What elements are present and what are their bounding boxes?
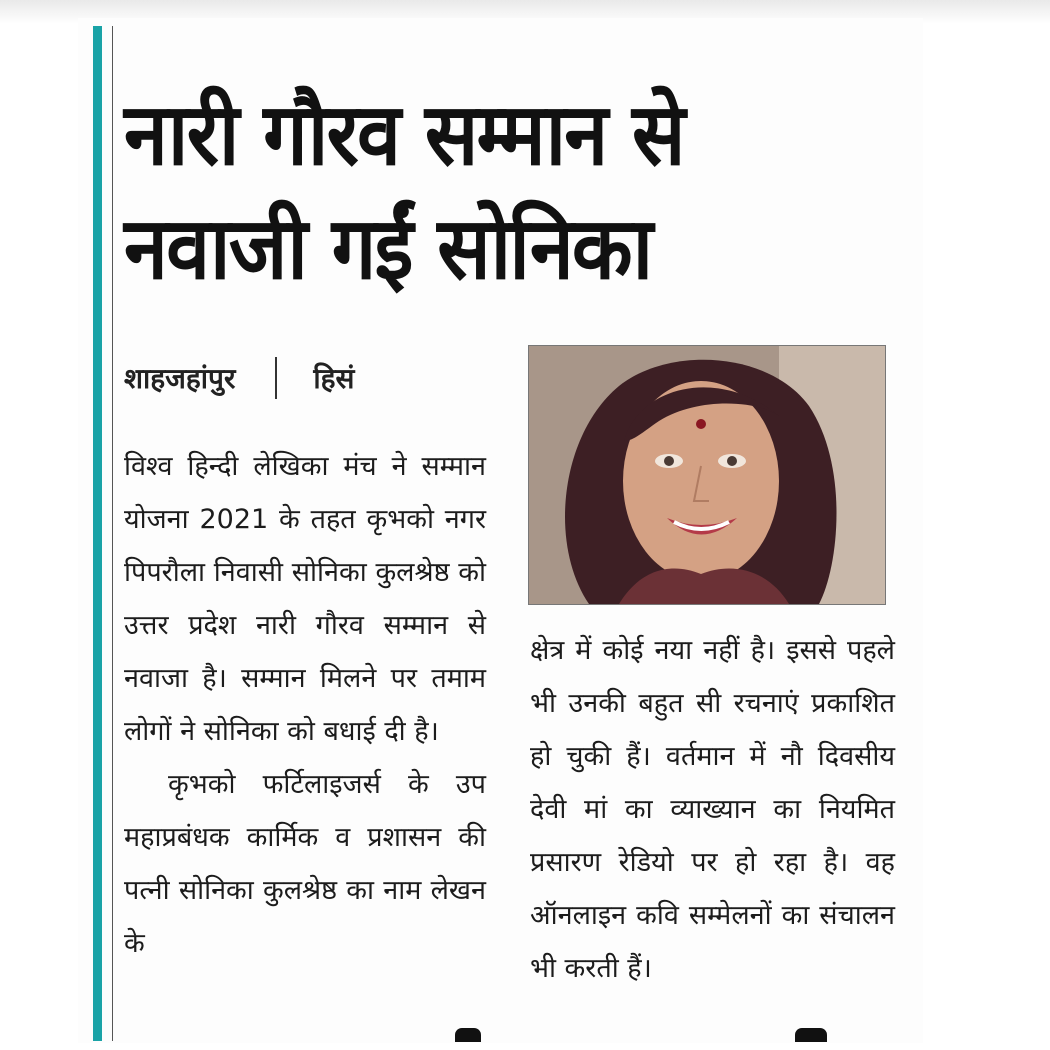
dateline (124, 356, 354, 400)
article-column-right (530, 624, 895, 995)
accent-bar (93, 26, 102, 1041)
cropped-text-fragment (795, 1028, 827, 1042)
dateline-separator (275, 357, 277, 399)
article-column-left (124, 440, 486, 970)
cropped-text-fragment (455, 1028, 481, 1042)
article-paragraph-2-continued: क्षेत्र में कोई नया नहीं है। इससे पहले भी उनकी बहुत सी रचनाएं प्रकाशित हो चुकी हैं। वर्तमान में नौ दिवसीय देवी मां का व्याख्यान का नियमित प्रसारण रेडियो पर हो रहा है। वह ऑनलाइन कवि सम्मेलनों का संचालन भी करती हैं। (530, 635, 895, 984)
portrait-image (529, 346, 885, 604)
headline-line-1: नारी गौरव सम्मान से (124, 85, 684, 185)
article-paragraph-2-start: कृभको फर्टिलाइजर्स के उप महाप्रबंधक कार्मिक व प्रशासन की पत्नी सोनिका कुलश्रेष्ठ का नाम लेखन के (124, 769, 486, 959)
portrait-photo (528, 345, 886, 605)
dateline-agency: हिसं (313, 362, 355, 395)
article-paragraph-1: विश्व हिन्दी लेखिका मंच ने सम्मान योजना 2021 के तहत कृभको नगर पिपरौला निवासी सोनिका कुलश्रेष्ठ को उत्तर प्रदेश नारी गौरव सम्मान से नवाजा है। सम्मान मिलने पर तमाम लोगों ने सोनिका को बधाई दी है। (124, 451, 486, 747)
headline-line-2: नवाजी गईं सोनिका (124, 199, 652, 299)
column-rule (112, 26, 113, 1041)
dateline-place: शाहजहांपुर (124, 362, 236, 395)
headline (124, 78, 851, 306)
